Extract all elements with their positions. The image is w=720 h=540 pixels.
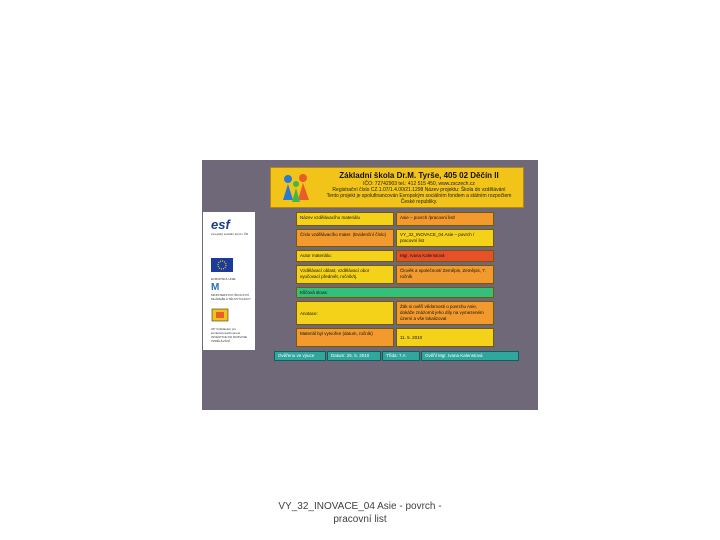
verifier-cell: Ověřil Mgr. Ivana Kalenstová [421,351,519,361]
eu-flag-logo [211,258,236,281]
annotation-value: Žák si ověří vědomosti o povrchu Asie, dokáže znázornit jeho díly na vymezeném území a vše lokalizovat [396,301,494,325]
slide-caption [240,500,480,526]
author-label: Autor materiálu: [296,250,394,262]
header-registration: Registrační číslo CZ.1.07/1.4.00/21.1298 Název projektu: Škola do vzdělávání [332,187,506,193]
school-header [270,167,524,208]
keywords-label: Klíčová slova: [296,287,494,298]
caption-line-2: pracovní list [333,514,387,525]
school-name: Základní škola Dr.M. Tyrše, 405 02 Děčín II [339,171,499,180]
invest-caption: INVESTICE DO ROZVOJE VZDĚLÁVÁNÍ [211,335,248,343]
material-name-value: Asie – povrch /pracovní list/ [396,212,494,226]
verified-cell: Ověřeno ve výuce [274,351,326,361]
op-logo [211,308,251,343]
eu-flag-icon [211,258,233,272]
esf-logo-text: esf [211,217,230,232]
slide-image [202,160,538,410]
verification-bar [202,351,538,361]
header-contact: IČO: 72742903 tel.: 412 515 450, www.zsczech.cz [363,181,475,187]
logos-panel [203,212,255,350]
created-value: 11. 5. 2010 [396,328,494,347]
esf-logo [211,218,248,236]
material-name-label: Název vzdělávacího materiálu [296,212,394,226]
caption-line-1: VY_32_INOVACE_04 Asie - povrch - [278,501,442,512]
msmt-logo [211,282,251,301]
class-cell: Třída: 7.A [382,351,420,361]
school-logo-icon [279,172,313,204]
msmt-caption: MINISTERSTVO ŠKOLSTVÍ, MLÁDEŽE A TĚLOVÝCHOVY [211,293,251,301]
eu-caption: EVROPSKÁ UNIE [211,277,236,281]
material-number-label: Číslo vzdělávacího mater. (Evidenční číslo) [296,229,394,247]
header-funding: Tento projekt je spolufinancován Evropským sociálním fondem a státním rozpočtem České republiky. [326,193,512,205]
msmt-logo-icon: M [211,282,220,293]
header-text [319,171,519,205]
created-label: Materiál byl vytvořen (datum, ročník) [296,328,394,347]
material-number-value: VY_32_INOVACE_04 Asie – povrch / pracovní list [396,229,494,247]
esf-caption: evropský sociální fond v ČR [211,232,249,236]
subject-area-value: Člověk a společnost/ Zeměpis, Zeměpis, 7. ročník [396,265,494,284]
date-cell: Datum: 25. 5. 2010 [327,351,381,361]
author-value: Mgr. Ivana Kalenstová [396,250,494,262]
annotation-label: Anotace: [296,301,394,325]
subject-area-label: Vzdělávací oblast, vzdělávací obor vyučovací předmět, ročník/tj. [296,265,394,284]
op-caption: OP Vzdělávání pro konkurenceschopnost [211,327,241,335]
op-logo-icon [211,308,229,322]
